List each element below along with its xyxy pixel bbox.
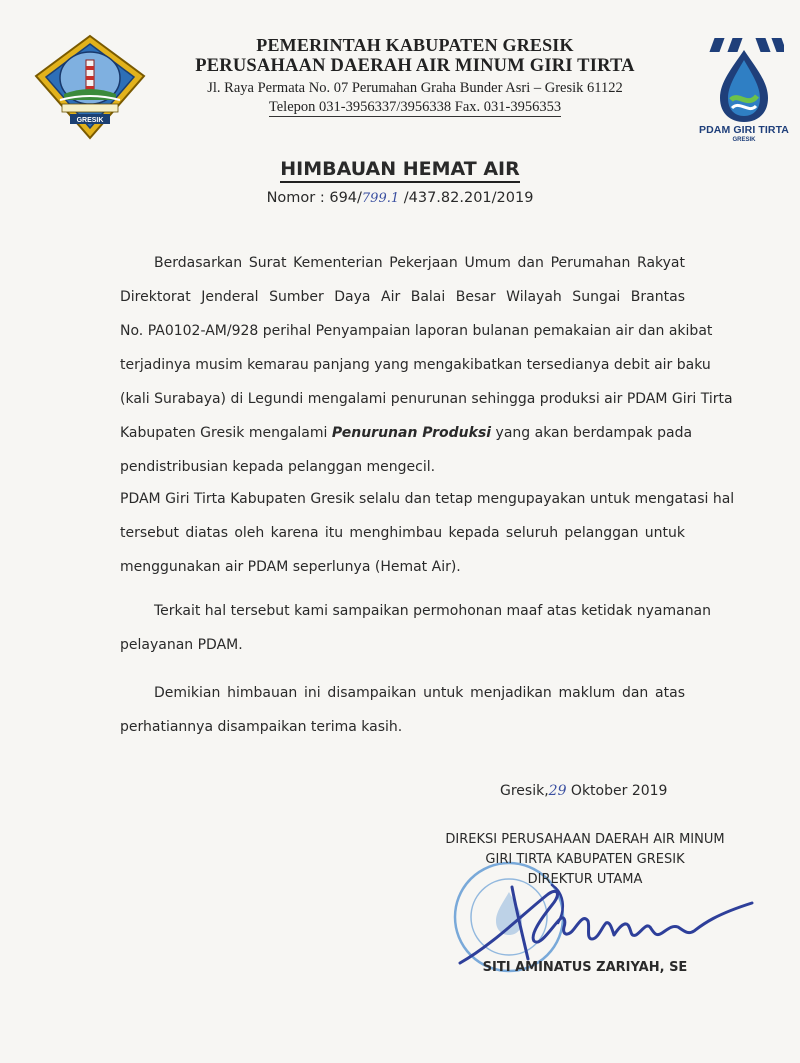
signatory-name: SITI AMINATUS ZARIYAH, SE bbox=[482, 960, 688, 975]
paragraph-line: Direktorat Jenderal Sumber Daya Air Balai Besar Wilayah Sungai Brantas bbox=[120, 289, 685, 305]
paragraph-line-emphasis bbox=[120, 416, 693, 450]
handwritten-signature-icon bbox=[452, 875, 757, 970]
date-prefix: Gresik, bbox=[500, 783, 549, 799]
document-number bbox=[0, 190, 800, 206]
paragraph-line: PDAM Giri Tirta Kabupaten Gresik selalu dan tetap mengupayakan untuk mengatasi hal bbox=[120, 491, 735, 507]
paragraph-line: terjadinya musim kemarau panjang yang mengakibatkan tersedianya debit air baku bbox=[120, 357, 711, 373]
letter-date bbox=[500, 783, 667, 799]
document-title bbox=[0, 158, 800, 180]
signatory-position: DIREKTUR UTAMA bbox=[527, 872, 643, 887]
pdam-logo-sub: GRESIK bbox=[732, 137, 756, 143]
gresik-emblem-icon bbox=[34, 34, 146, 140]
paragraph-line: menggunakan air PDAM seperlunya (Hemat Air). bbox=[120, 559, 461, 575]
signatory-organization-2: GIRI TIRTA KABUPATEN GRESIK bbox=[485, 852, 685, 867]
pdam-logo-name: PDAM GIRI TIRTA bbox=[699, 124, 789, 136]
paragraph-line: (kali Surabaya) di Legundi mengalami penurunan sehingga produksi air PDAM Giri Tirta bbox=[120, 391, 733, 407]
signatory-organization: DIREKSI PERUSAHAAN DAERAH AIR MINUM bbox=[445, 832, 725, 847]
paragraph-line: perhatiannya disampaikan terima kasih. bbox=[120, 719, 403, 735]
paragraph-line: tersebut diatas oleh karena itu menghimbau kepada seluruh pelanggan untuk bbox=[120, 525, 685, 541]
paragraph-line: Berdasarkan Surat Kementerian Pekerjaan Umum dan Perumahan Rakyat bbox=[154, 255, 685, 271]
company-phone bbox=[150, 99, 680, 116]
emblem-text: GRESIK bbox=[76, 117, 104, 124]
number-handwritten: 799.1 bbox=[361, 191, 400, 206]
company-address: Jl. Raya Permata No. 07 Perumahan Graha Bunder Asri – Gresik 61122 bbox=[207, 80, 623, 96]
paragraph-line: pendistribusian kepada pelanggan mengecil. bbox=[120, 459, 436, 475]
paragraph-line: Terkait hal tersebut kami sampaikan permohonan maaf atas ketidak nyamanan bbox=[154, 603, 712, 619]
date-day: 29 bbox=[548, 783, 567, 799]
paragraph-4 bbox=[120, 676, 685, 744]
company-name: PERUSAHAAN DAERAH AIR MINUM GIRI TIRTA bbox=[195, 56, 635, 76]
government-name: PEMERINTAH KABUPATEN GRESIK bbox=[256, 35, 574, 55]
number-prefix: Nomor : 694/ bbox=[266, 190, 362, 206]
paragraph-line: pelayanan PDAM. bbox=[120, 637, 243, 653]
document-title-text: HIMBAUAN HEMAT AIR bbox=[280, 158, 520, 183]
line-part: yang akan berdampak pada bbox=[491, 425, 693, 441]
paragraph-2 bbox=[120, 482, 735, 584]
line-part: Kabupaten Gresik mengalami bbox=[120, 425, 332, 441]
number-suffix: /437.82.201/2019 bbox=[399, 190, 534, 206]
paragraph-3 bbox=[120, 594, 712, 662]
paragraph-line: Demikian himbauan ini disampaikan untuk menjadikan maklum dan atas bbox=[154, 685, 685, 701]
paragraph-line: No. PA0102-AM/928 perihal Penyampaian laporan bulanan pemakaian air dan akibat bbox=[120, 323, 713, 339]
date-suffix: Oktober 2019 bbox=[566, 783, 668, 799]
paragraph-1 bbox=[120, 246, 733, 484]
company-phone-text: Telepon 031-3956337/3956338 Fax. 031-3956353 bbox=[268, 99, 562, 115]
emphasis-text: Penurunan Produksi bbox=[331, 425, 492, 441]
